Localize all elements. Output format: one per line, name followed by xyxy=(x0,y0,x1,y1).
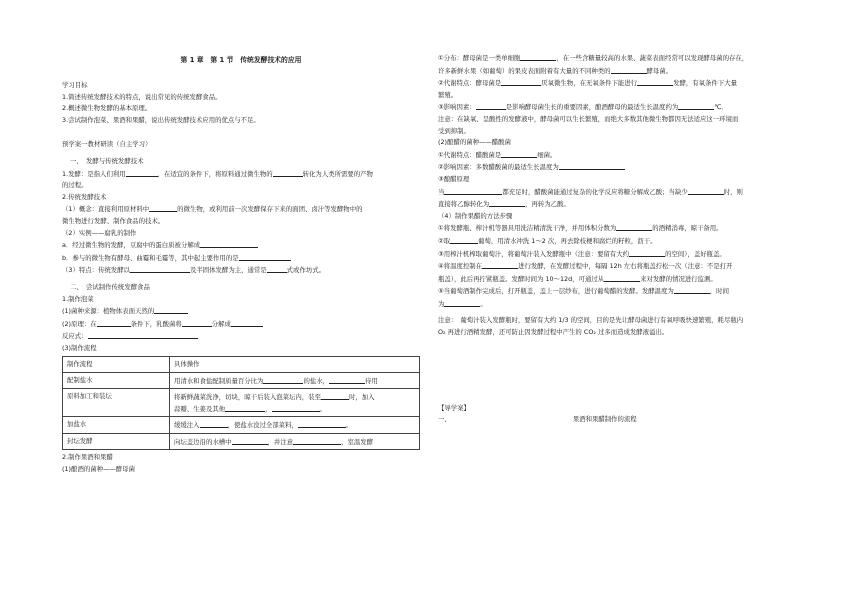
answer-blank[interactable] xyxy=(200,419,228,428)
answer-blank[interactable] xyxy=(149,203,177,212)
text-line: ③影响因素： 是影响酵母菌生长的重要因素，酿酒酵母的最适生长温度约为 ℃． xyxy=(438,103,728,112)
text-line: 反应式： xyxy=(62,330,420,343)
goal-item: 2.概述微生物发酵的基本原理。 xyxy=(62,104,152,113)
goal-item: 3.尝试制作泡菜、果酒和果醋，说出传统发酵技术应用的优点与不足。 xyxy=(62,115,260,124)
answer-blank[interactable] xyxy=(637,77,673,86)
table-cell: 向坛盖边沿的水槽中 ，并注意 ，室温发酵 xyxy=(170,433,420,449)
text-line: 1.发酵：是指人们利用 ，在适宜的条件下，将原料通过微生物的 转化为人类所需要的产物 xyxy=(62,169,373,178)
answer-blank[interactable] xyxy=(520,52,556,61)
text-line: (1)菌种来源：植物体表面天然的 xyxy=(62,305,420,318)
text-line: 为 。 xyxy=(438,299,487,308)
answer-blank[interactable] xyxy=(293,436,341,445)
answer-blank[interactable] xyxy=(321,391,349,400)
text-line: ②影响因素：多数醋酸菌的最适生长温度为 xyxy=(438,161,800,174)
text-line: ①将发酵瓶、榨汁机等器具用洗洁精清洗干净，并用体积分数为 的酒精消毒，晾干备用。 xyxy=(438,224,723,233)
answer-blank[interactable] xyxy=(200,239,258,248)
text-line: （1）概念：直接利用原材料中 的微生物，或利用前一次发酵保存下来的面团、卤汁等发酵物中的 xyxy=(62,205,363,214)
answer-blank[interactable] xyxy=(272,403,320,412)
answer-blank[interactable] xyxy=(154,305,188,314)
section-heading: 一、 发酵与传统发酵技术 xyxy=(70,156,144,165)
answer-blank[interactable] xyxy=(604,273,640,282)
answer-blank[interactable] xyxy=(239,252,291,261)
answer-blank[interactable] xyxy=(629,248,665,257)
table-row xyxy=(63,417,420,433)
text-line: 2.传统发酵技术 xyxy=(62,192,107,201)
answer-blank[interactable] xyxy=(444,186,502,195)
guide-heading: 【导学案】 xyxy=(438,403,470,412)
answer-blank[interactable] xyxy=(273,168,303,177)
text-line: 受到抑制。 xyxy=(438,126,470,135)
answer-blank[interactable] xyxy=(231,318,263,327)
text-line: （3）特点：传统发酵以 及半固体发酵为主，通常是 式或作坊式。 xyxy=(62,266,326,275)
text-line: (2)原理：在 条件下，乳酸菌将 分解成 xyxy=(62,318,420,331)
table-header-row xyxy=(63,357,420,372)
text-line: a．经过微生物的发酵，豆腐中的蛋白质被分解成 xyxy=(62,239,420,252)
text-line: ③用榨汁机榨取葡萄汁，将葡萄汁装入发酵瓶中（注意：要留有大约 的空间），盖好瓶盖。 xyxy=(438,249,726,258)
answer-blank[interactable] xyxy=(616,222,652,231)
answer-blank[interactable] xyxy=(674,285,710,294)
table-row xyxy=(63,433,420,449)
text-line: 繁殖。 xyxy=(438,90,458,99)
answer-blank[interactable] xyxy=(611,65,647,74)
answer-blank[interactable] xyxy=(444,298,480,307)
text-line: ②取 葡萄，用清水冲洗 1～2 次，再去除枝梗和腐烂的籽粒，沥干。 xyxy=(438,236,657,245)
text-line: 瓶盖），此后再拧紧瓶盖。发酵时间为 10～12d，可通过从 来对发酵的情况进行监测。 xyxy=(438,274,717,283)
table-header: 制作流程 xyxy=(63,357,170,372)
goal-item: 1.简述传统发酵技术的特点，说出常见的传统发酵食品。 xyxy=(62,92,222,101)
text-line: ③酿醋原理 xyxy=(438,174,470,183)
table-cell: 配制盐水 xyxy=(63,372,170,388)
note-line: O₂ 再进行酒精发酵，还可防止因发酵过程中产生的 CO₂ 过多而造成发酵液溢出。 xyxy=(438,328,669,337)
preview-heading: 预学案一教材研读（自主学习） xyxy=(62,140,152,149)
text-line: ②代谢特点：酵母菌是 厌氧微生物，在无氧条件下能进行 发酵，有氧条件下大量 xyxy=(438,79,738,88)
table-row xyxy=(63,372,420,388)
answer-blank[interactable] xyxy=(263,375,303,384)
text-line: 2.制作果酒和果醋 xyxy=(62,452,113,461)
table-cell: 将新鲜蔬菜洗净，切块，晾干后装入泡菜坛内，装至 时，加入 蒜瓣、生姜及其他 ， 。 xyxy=(170,389,420,417)
text-line: 微生物进行发酵、制作食品的技术。 xyxy=(62,216,165,225)
left-column xyxy=(62,80,420,475)
answer-blank[interactable] xyxy=(232,436,268,445)
text-line: ①代谢特点：醋酸菌是 细菌。 xyxy=(438,150,557,159)
answer-blank[interactable] xyxy=(225,403,265,412)
text-line: (3)制作流程 xyxy=(62,343,97,352)
goals-heading: 学习目标 xyxy=(62,81,88,89)
text-line: 1.制作泡菜 xyxy=(62,294,94,303)
answer-blank[interactable] xyxy=(126,168,158,177)
answer-blank[interactable] xyxy=(482,260,518,269)
table-cell: 封坛发酵 xyxy=(63,433,170,449)
section-heading: 二、 尝试制作传统发酵食品 xyxy=(70,282,150,291)
right-column xyxy=(438,52,800,426)
table-cell: 用清水和食盐配制质量百分比为 的盐水， 待用 xyxy=(170,372,420,388)
answer-blank[interactable] xyxy=(501,77,541,86)
guide-title: 果酒和果醋制作的流程 xyxy=(572,415,637,424)
answer-blank[interactable] xyxy=(88,330,198,339)
text-line: ⑤当葡萄酒制作完成后，打开瓶盖，盖上一层纱布，进行葡萄醋的发酵。发酵温度为 ，时间 xyxy=(438,287,729,296)
text-line: ①分布：酵母菌是一类单细胞 ，在一些含糖量较高的水果、蔬菜表面经常可以发现酵母菌的存在， xyxy=(438,54,749,62)
answer-blank[interactable] xyxy=(298,419,346,428)
answer-blank[interactable] xyxy=(130,264,190,273)
text-line: (2)酿醋的菌种——醋酸菌 xyxy=(438,138,511,147)
page-title: 第 1 章 第 1 节 传统发酵技术的应用 xyxy=(180,56,302,64)
text-line: 直接将乙醇转化为 ，再转为乙酸。 xyxy=(438,200,570,209)
answer-blank[interactable] xyxy=(559,161,625,170)
answer-blank[interactable] xyxy=(97,318,131,327)
answer-blank[interactable] xyxy=(267,264,287,273)
table-cell: 加盐水 xyxy=(63,417,170,433)
table-row xyxy=(63,389,420,417)
answer-blank[interactable] xyxy=(688,186,724,195)
answer-blank[interactable] xyxy=(476,101,506,110)
text-line: （2）实例——腐乳的制作 xyxy=(62,228,137,237)
table-cell: 原料加工和装坛 xyxy=(63,389,170,417)
text-line: 注意：在缺氧、呈酸性的发酵液中，酵母菌可以生长繁殖，而绝大多数其他微生物都因无法适应这一环境而 xyxy=(438,114,739,123)
text-line: b．参与的微生物有酵母、曲霉和毛霉等，其中起主要作用的是 xyxy=(62,252,420,265)
guide-title-line: 一、 果酒和果醋制作的流程 xyxy=(438,414,800,426)
table-header: 具体操作 xyxy=(170,357,420,372)
text-line: 许多新鲜水果（如葡萄）的果皮表面附着有大量的不同种类的 酵母菌。 xyxy=(438,66,673,75)
answer-blank[interactable] xyxy=(678,101,714,110)
text-line: 的过程。 xyxy=(62,181,88,190)
note-line: 注意： 葡萄汁装入发酵瓶时，要留有大约 1/3 的空间，目的是先让酵母菌进行有氧呼吸快速繁殖，耗尽瓶内 xyxy=(438,316,744,325)
text-line: 当 都充足时，醋酸菌能通过复杂的化学反应将糖分解成乙酸；当缺少 时，则 xyxy=(438,187,743,196)
answer-blank[interactable] xyxy=(489,198,525,207)
answer-blank[interactable] xyxy=(182,318,212,327)
text-line: （4）制作果醋的方法步骤 xyxy=(438,211,513,220)
process-table xyxy=(62,356,420,449)
answer-blank[interactable] xyxy=(450,235,478,244)
text-line: (1)酿酒的菌种——酵母菌 xyxy=(62,464,135,473)
text-line: ④将温度控制在 进行发酵，在发酵过程中，每隔 12h 左右将瓶盖拧松一次（注意：不是打开 xyxy=(438,262,733,271)
table-cell: 缓缓注入 ，使盐水没过全部菜料， 。 xyxy=(170,417,420,433)
answer-blank[interactable] xyxy=(501,149,537,158)
answer-blank[interactable] xyxy=(329,375,365,384)
